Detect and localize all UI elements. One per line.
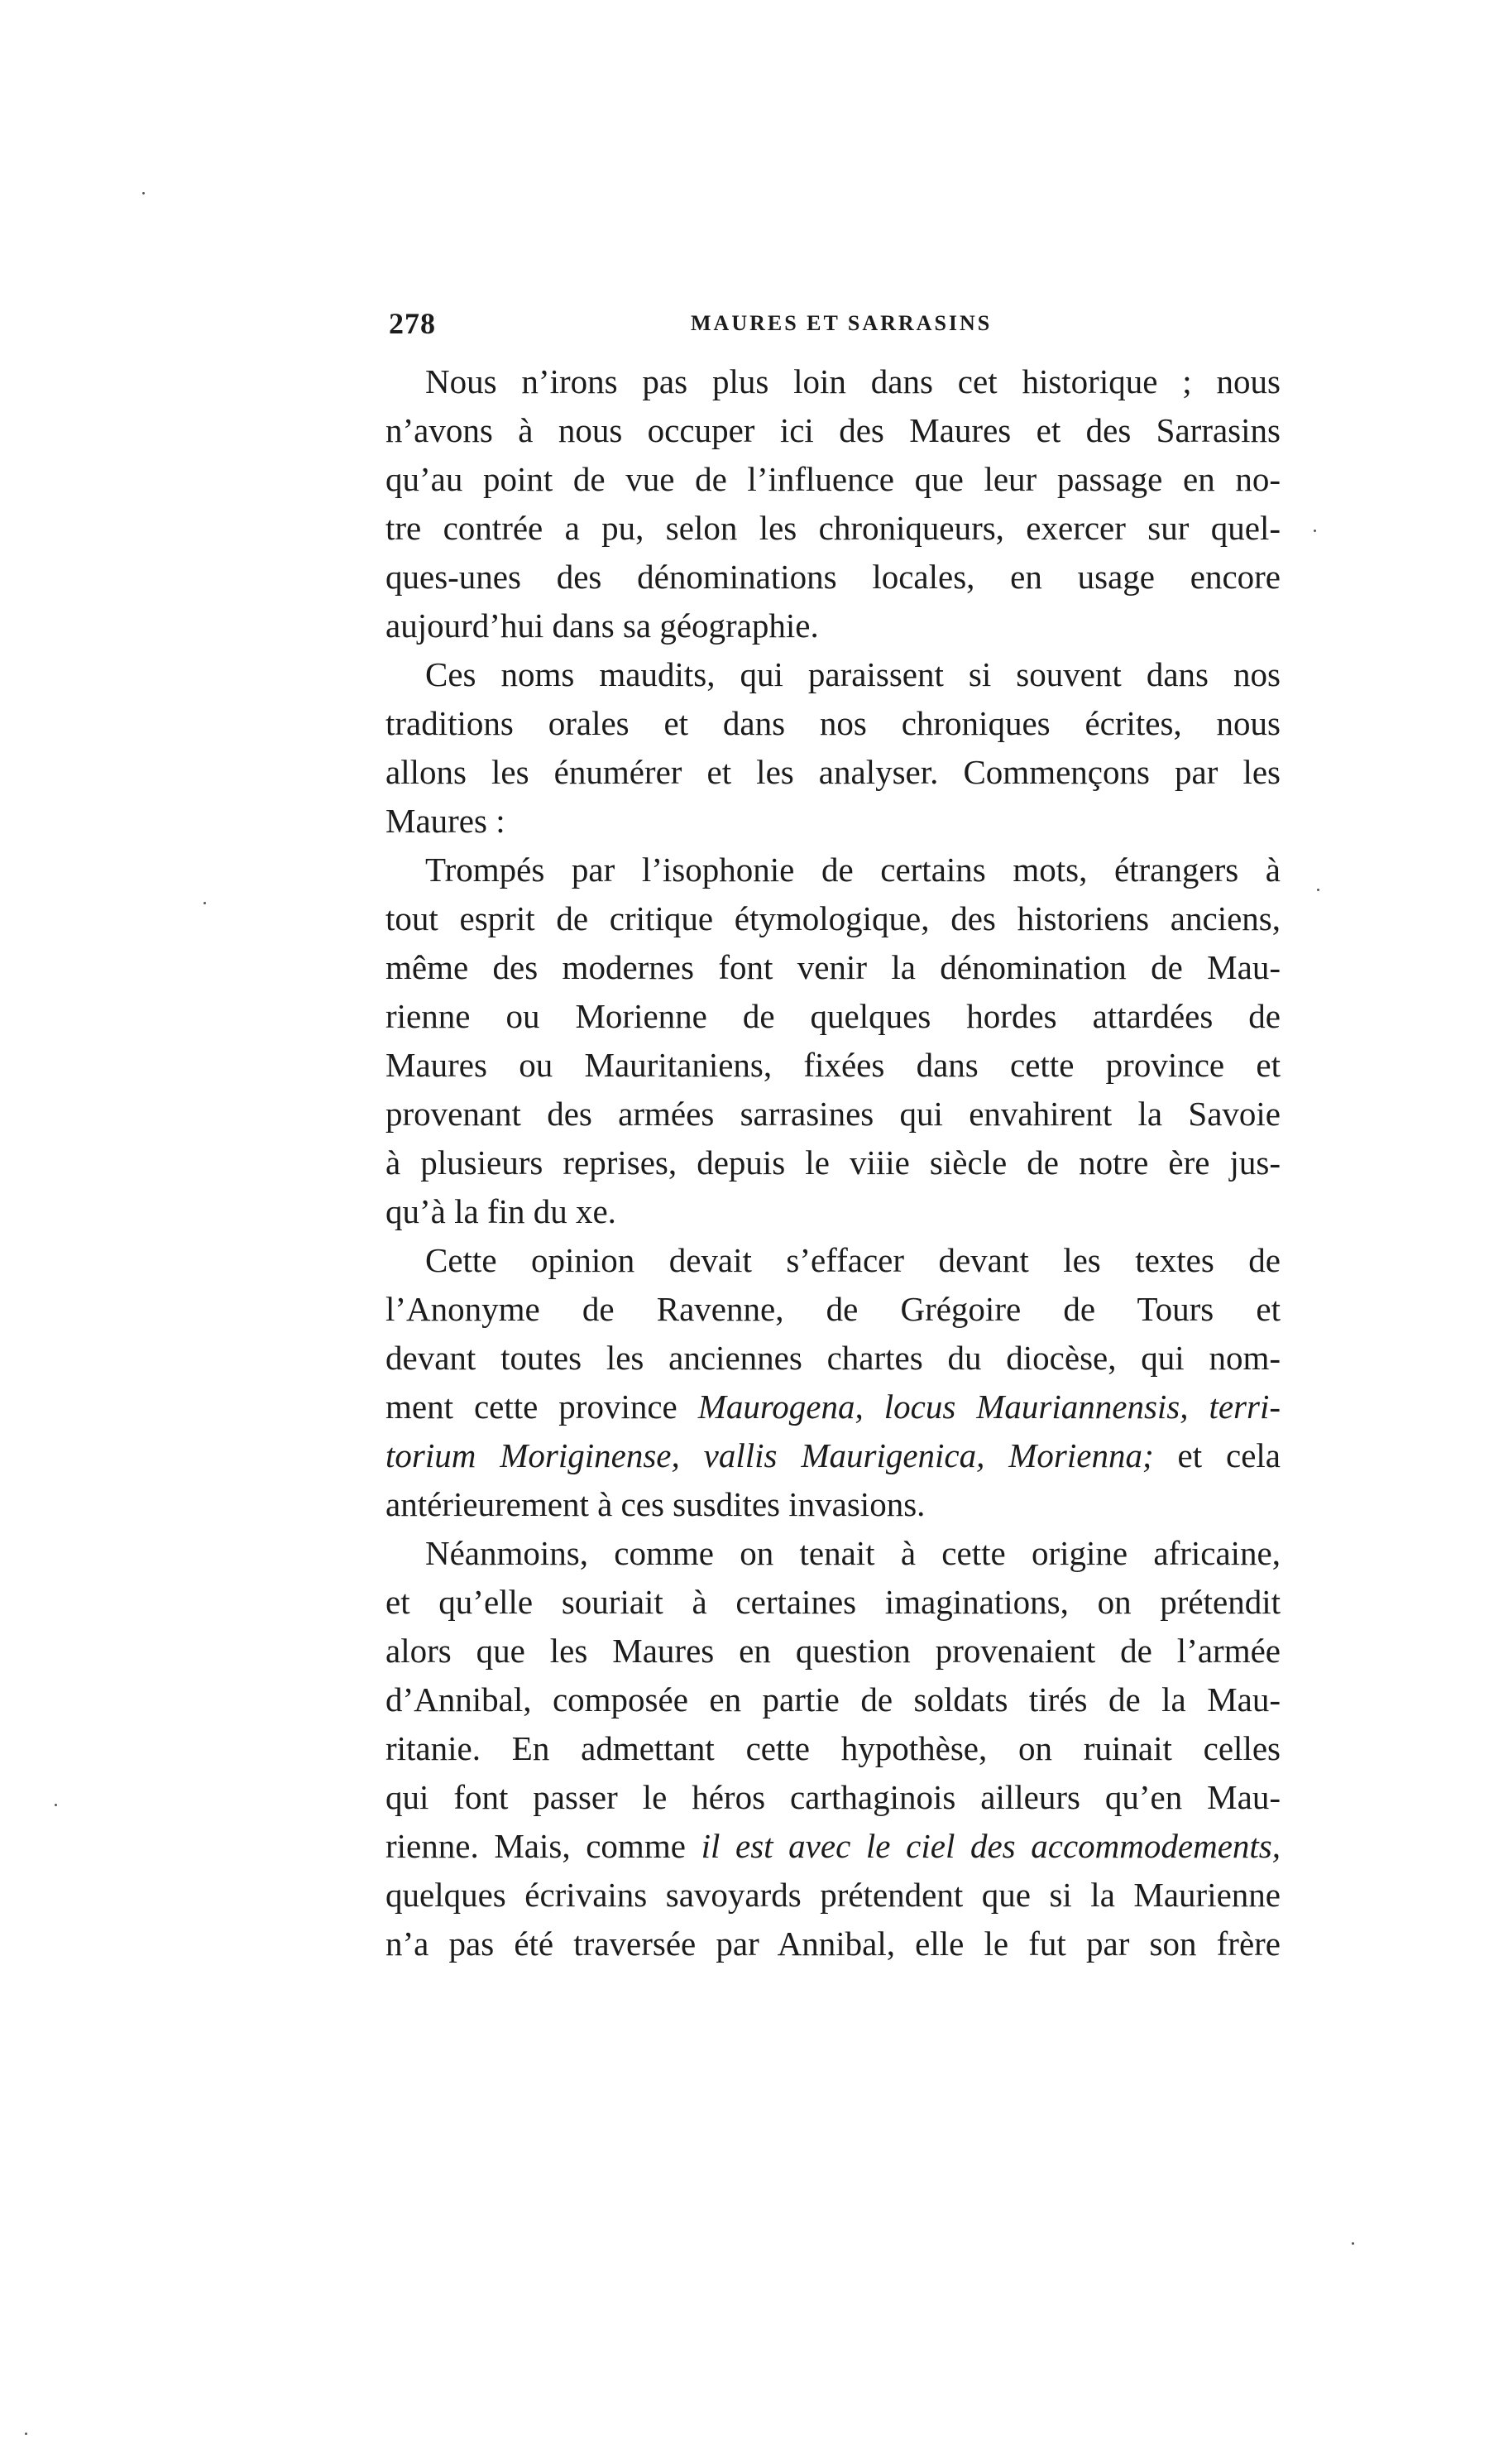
paragraph [385,846,1281,1236]
scan-speck [203,902,206,904]
text-run: ment cette province [385,1388,698,1426]
italic-latin-names: torium Moriginense, vallis Maurigenica, Morienna; [385,1436,1154,1474]
text-line: ritanie. En admettant cette hypothèse, on ruinait celles [385,1729,1281,1767]
text-line: Cette opinion devait s’effacer devant les textes de [425,1241,1281,1279]
text-line [385,1822,1281,1871]
text-line: antérieurement à ces susdites invasions. [385,1485,926,1523]
running-title: MAURES ET SARRASINS [691,311,993,335]
scan-speck [25,2433,27,2435]
text-line: quelques écrivains savoyards prétendent que si la Maurienne [385,1876,1281,1914]
paragraph [385,1236,1281,1529]
text-line: Trompés par l’isophonie de certains mots, étrangers à [425,851,1281,889]
italic-latin-names: Maurogena, locus Mauriannensis, terri- [697,1388,1281,1426]
text-line: qui font passer le héros carthaginois ailleurs qu’en Mau- [385,1778,1281,1816]
text-line: ques-unes des dénominations locales, en usage encore [385,558,1281,596]
text-line: d’Annibal, composée en partie de soldats tirés de la Mau- [385,1680,1281,1719]
body-text [385,357,1281,1968]
text-line: aujourd’hui dans sa géographie. [385,606,819,645]
text-line: qu’au point de vue de l’influence que leur passage en no- [385,460,1281,498]
text-line: même des modernes font venir la dénomination de Mau- [385,948,1281,986]
text-line: Maures : [385,802,505,840]
text-line: provenant des armées sarrasines qui envahirent la Savoie [385,1095,1281,1133]
scan-speck [1317,889,1319,891]
text-run: et cela [1153,1436,1281,1474]
text-line: tout esprit de critique étymologique, des historiens anciens, [385,899,1281,937]
text-line: Néanmoins, comme on tenait à cette origine africaine, [425,1534,1281,1572]
text-line: tre contrée a pu, selon les chroniqueurs, exercer sur quel- [385,509,1281,547]
scan-speck [1352,2242,1354,2245]
text-line: n’avons à nous occuper ici des Maures et des Sarrasins [385,411,1281,449]
text-line: Nous n’irons pas plus loin dans cet historique ; nous [425,362,1281,400]
text-line: l’Anonyme de Ravenne, de Grégoire de Tours et [385,1290,1281,1328]
text-line: rienne ou Morienne de quelques hordes attardées de [385,997,1281,1035]
text-line: Ces noms maudits, qui paraissent si souvent dans nos [425,655,1281,693]
scan-speck [55,1804,57,1806]
scan-speck [1314,530,1316,532]
text-line: à plusieurs reprises, depuis le viiie siècle de notre ère jus- [385,1143,1281,1182]
paragraph [385,357,1281,650]
text-line: traditions orales et dans nos chroniques écrites, nous [385,704,1281,742]
text-line: alors que les Maures en question provenaient de l’armée [385,1632,1281,1670]
text-line: et qu’elle souriait à certaines imaginations, on prétendit [385,1583,1281,1621]
paragraph [385,1529,1281,1968]
text-line: allons les énumérer et les analyser. Commençons par les [385,753,1281,791]
page-number: 278 [389,307,436,340]
scan-speck [142,192,145,194]
text-line [385,1383,1281,1431]
text-run: rienne. Mais, comme [385,1827,701,1865]
text-line: devant toutes les anciennes chartes du diocèse, qui nom- [385,1339,1281,1377]
running-head [389,306,1290,348]
paragraph [385,650,1281,846]
italic-quotation: il est avec le ciel des accommodements, [701,1827,1281,1865]
text-line: qu’à la fin du xe. [385,1192,616,1230]
text-line [385,1431,1281,1480]
text-line: n’a pas été traversée par Annibal, elle le fut par son frère [385,1925,1281,1963]
text-line: Maures ou Mauritaniens, fixées dans cette province et [385,1046,1281,1084]
